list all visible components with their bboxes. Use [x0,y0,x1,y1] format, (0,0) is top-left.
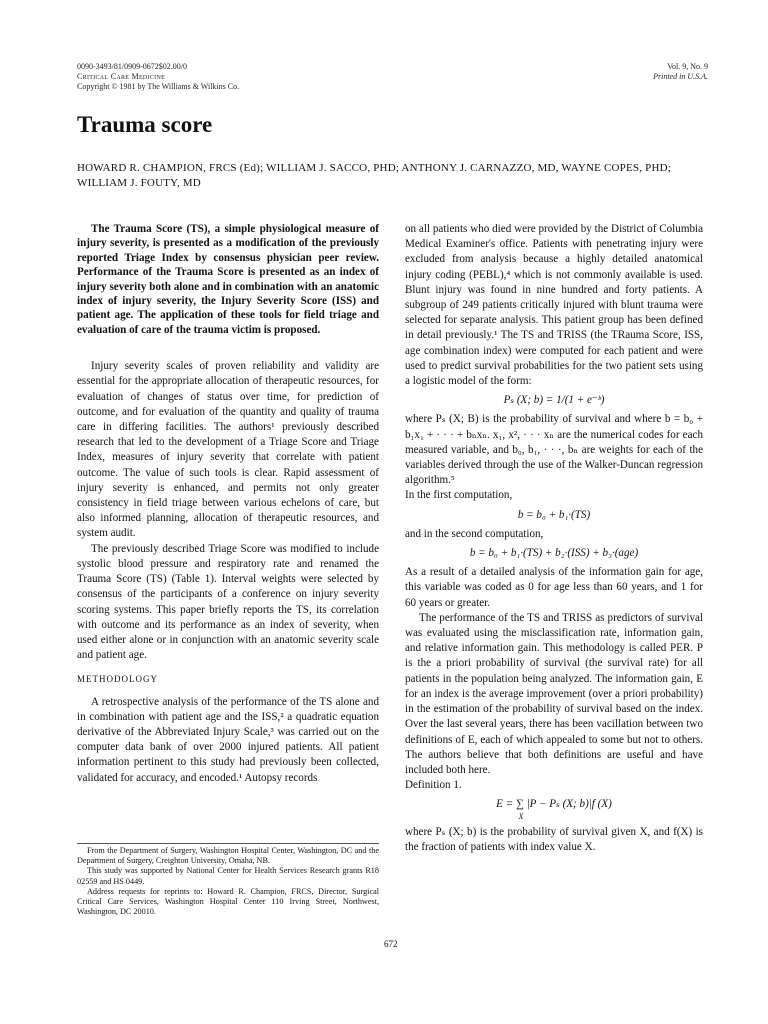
body-paragraph-5: As a result of a detailed analysis of the information gain for age, this variable was coded as 0 for age less than 60 years, and 1 for 60 years or greater. [405,566,703,609]
left-column [77,222,379,786]
definition-label: Definition 1. [405,779,462,792]
journal-header [77,62,239,92]
section-heading-methodology: METHODOLOGY [77,674,158,685]
equation-subscript: X [518,811,524,821]
equation-first: b = b₀ + b₁·(TS) [517,508,591,521]
methodology-paragraph: A retrospective analysis of the performance of the TS alone and in combination with patient age and the ISS,² a quadratic equation derivative of the Abbreviated Injury Scale,³ was carried out on the computer data bank of over 2000 injured patients. All patient information pertinent to this study had previously been collected, validated for accuracy, and encoded.¹ Autopsy records [77,695,379,784]
equation-information-gain-text: E = ∑ |P − Pₛ (X; b)|f (X) [496,798,612,811]
article-code: 0090-3493/81/0909-0672$02.00/0 [77,62,187,71]
equation-second: b = b₀ + b₁·(TS) + b₂·(ISS) + b₃·(age) [469,547,639,560]
intro-paragraph-2: The previously described Triage Score was modified to include systolic blood pressure and respiratory rate and renamed the Trauma Score (TS) (Table 1). Interval weights were selected by consensus of the participants of a conference on injury severity scoring systems. This paper briefly reports the TS, its correlation with outcome and its performance as an index of severity, when used either alone or in conjunction with an anatomic severity scale and patient age. [77,542,379,662]
body-paragraph-8: where Pₛ (X; b) is the probability of survival given X, and f(X) is the fraction of patients with index value X. [405,825,703,853]
page-number: 672 [384,939,398,949]
body-paragraph-4: and in the second computation, [405,527,544,540]
footnote-reprints: Address requests for reprints to: Howard R. Champion, FRCS, Director, Surgical Critical Care Services, Washington Hospital Center 110 Irving Street, Northwest, Washington, DC 20010. [77,886,379,917]
footnotes [77,843,379,917]
footnote-funding: This study was supported by National Center for Health Services Research grants R18 02559 and HS 0449. [77,866,379,886]
body-paragraph-6: The performance of the TS and TRISS as predictors of survival was evaluated using the misclassification rate, information gain, and relative information gain. This methodology is called PER. P is the a priori probability of survival (the survival rate) for all patients in the population being analyzed. The information gain, E for an index is the average improvement (over a priori probability) in the estimation of the probability of survival based on the index. Over the last several years, there has been vacillation between two definitions of E, each of which appealed to some but not to others. The authors believe that both definitions are useful and have included both here. [405,611,703,776]
body-paragraph-2: where Pₛ (X; B) is the probability of survival and where b = b₀ + b₁x₁ + · · · + bₙxₙ. x₁, x², · · · xₙ are the numerical codes for each measured variable, and b₀, b₁, · · ·, bₙ are weights for each of the variables derived through the use of the Walker-Duncan regression algorithm.⁵ [405,413,703,487]
intro-paragraph-1: Injury severity scales of proven reliability and validity are essential for the appropriate allocation of therapeutic resources, for evaluation of changes of status over time, for prediction of outcome, and for evaluation of the quantity and quality of trauma care in differing facilities. The authors¹ previously described research that led to the development of a Triage Score and Triage Index, measures of injury severity that correlate with patient outcome. The value of such tools is clear. Rapid assessment of injury severity is enhanced, and permits not only greater consistency in field triage between various echelons of care, but also informed planning, allocation of therapeutic resources, and system audit. [77,360,379,540]
equation-logistic: Pₛ (X; b) = 1/(1 + e⁻ᵇ) [503,394,605,407]
body-paragraph-1: on all patients who died were provided by the District of Columbia Medical Examiner's office. Patients with penetrating injury were excluded from analysis because a highly detailed anatomical injury coding (PEBL),⁴ which is not commonly available is used. Blunt injury was found in nine hundred and forty patients. A subgroup of 249 patients critically injured with blunt trauma were selected for separate analysis. This patient group has been defined in detail previously.¹ The TS and TRISS (the TRauma Score, ISS, age combination index) were computed for each patient and were used to predict survival probabilities for the two patient sets using a logistic model of the form: [405,223,703,388]
author-list: HOWARD R. CHAMPION, FRCS (Ed); WILLIAM J. SACCO, PHD; ANTHONY J. CARNAZZO, MD, WAYNE COPES, PHD; WILLIAM J. FOUTY, MD [77,162,672,189]
equation-information-gain [405,797,703,820]
paper-title: Trauma score [77,112,213,137]
body-paragraph-3: In the first computation, [405,489,513,502]
volume-number: Vol. 9, No. 9 [667,62,708,71]
volume-info [653,62,708,82]
copyright-line: Copyright © 1981 by The Williams & Wilkins Co. [77,82,240,91]
abstract: The Trauma Score (TS), a simple physiological measure of injury severity, is presented as a modification of the previously reported Triage Index by consensus physician peer review. Performance of the Trauma Score is presented as an index of injury severity both alone and in combination with an anatomic index of injury severity, the Injury Severity Score (ISS) and patient age. The application of these tools for field triage and evaluation of care of the trauma victim is proposed. [77,223,379,336]
right-column [405,222,703,855]
printed-in: Printed in U.S.A. [653,72,708,81]
footnote-affiliation: From the Department of Surgery, Washington Hospital Center, Washington, DC and the Department of Surgery, Creighton University, Omaha, NB. [77,846,379,866]
journal-name: Critical Care Medicine [77,72,166,81]
